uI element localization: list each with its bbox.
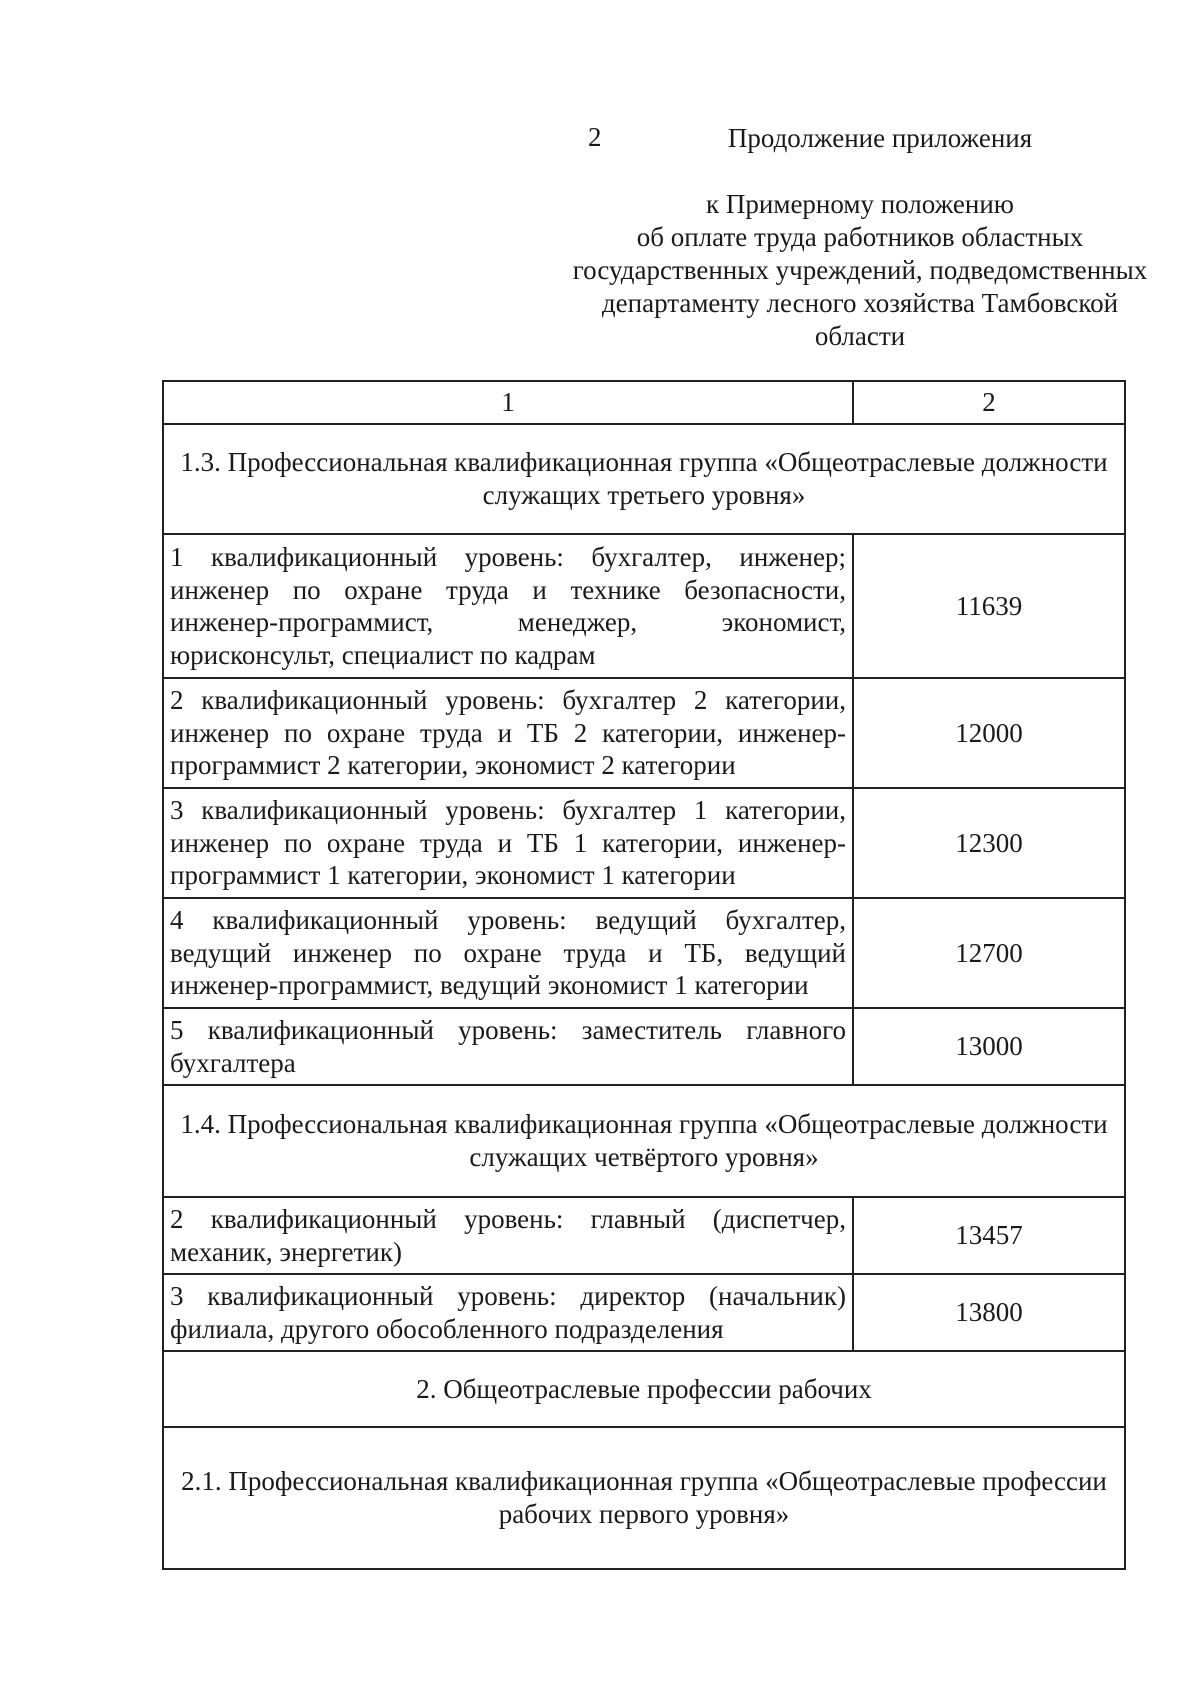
level-description: 3 квалификационный уровень: бухгалтер 1 категории, инженер по охране труда и ТБ 1 категории, инженер-программист 1 категории, экономист 1 категории bbox=[163, 788, 853, 898]
salary-value: 12000 bbox=[853, 678, 1125, 788]
table-header-row bbox=[163, 381, 1125, 424]
header-line: департаменту лесного хозяйства Тамбовской bbox=[601, 288, 1119, 318]
table-row bbox=[163, 898, 1125, 1008]
salary-value: 13800 bbox=[853, 1274, 1125, 1351]
salary-value: 12300 bbox=[853, 788, 1125, 898]
group-title: 2.1. Профессиональная квалификационная группа «Общеотраслевые профессии рабочих первого уровня» bbox=[163, 1427, 1125, 1569]
page-number: 2 bbox=[588, 122, 602, 152]
level-description: 5 квалификационный уровень: заместитель главного бухгалтера bbox=[163, 1008, 853, 1085]
appendix-header bbox=[540, 122, 1180, 353]
table-row bbox=[163, 1197, 1125, 1274]
group-row bbox=[163, 424, 1125, 534]
group-row bbox=[163, 1427, 1125, 1569]
level-description: 2 квалификационный уровень: бухгалтер 2 категории, инженер по охране труда и ТБ 2 категории, инженер-программист 2 категории, экономист 2 категории bbox=[163, 678, 853, 788]
level-description: 2 квалификационный уровень: главный (диспетчер, механик, энергетик) bbox=[163, 1197, 853, 1274]
column-header: 1 bbox=[163, 381, 853, 424]
section-row bbox=[163, 1351, 1125, 1427]
salary-value: 11639 bbox=[853, 534, 1125, 678]
group-title: 1.3. Профессиональная квалификационная группа «Общеотраслевые должности служащих третьего уровня» bbox=[163, 424, 1125, 534]
column-header: 2 bbox=[853, 381, 1125, 424]
header-line: Продолжение приложения bbox=[727, 123, 1033, 153]
level-description: 1 квалификационный уровень: бухгалтер, инженер; инженер по охране труда и технике безопасности, инженер-программист, менеджер, экономист, юрисконсульт, специалист по кадрам bbox=[163, 534, 853, 678]
salary-value: 13457 bbox=[853, 1197, 1125, 1274]
group-title: 1.4. Профессиональная квалификационная группа «Общеотраслевые должности служащих четвёртого уровня» bbox=[163, 1085, 1125, 1197]
level-description: 3 квалификационный уровень: директор (начальник) филиала, другого обособленного подразделения bbox=[163, 1274, 853, 1351]
header-line: об оплате труда работников областных bbox=[636, 222, 1084, 252]
section-title: 2. Общеотраслевые профессии рабочих bbox=[163, 1351, 1125, 1427]
header-line: к Примерному положению bbox=[706, 189, 1014, 219]
header-line: области bbox=[814, 321, 906, 351]
table-row bbox=[163, 678, 1125, 788]
salary-table bbox=[162, 380, 1126, 1570]
salary-value: 13000 bbox=[853, 1008, 1125, 1085]
table-row bbox=[163, 534, 1125, 678]
table-row bbox=[163, 788, 1125, 898]
salary-value: 12700 bbox=[853, 898, 1125, 1008]
group-row bbox=[163, 1085, 1125, 1197]
table-row bbox=[163, 1274, 1125, 1351]
header-line: государственных учреждений, подведомственных bbox=[572, 255, 1148, 285]
table-row bbox=[163, 1008, 1125, 1085]
level-description: 4 квалификационный уровень: ведущий бухгалтер, ведущий инженер по охране труда и ТБ, ведущий инженер-программист, ведущий экономист 1 категории bbox=[163, 898, 853, 1008]
